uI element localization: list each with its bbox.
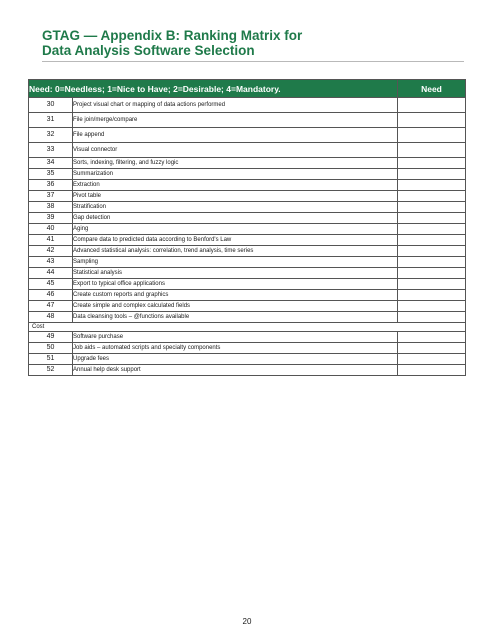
need-value-cell[interactable]: [398, 332, 466, 343]
row-number: 50: [29, 343, 73, 354]
need-value-cell[interactable]: [398, 143, 466, 158]
row-number: 35: [29, 169, 73, 180]
table-row: [29, 343, 466, 354]
table-row: [29, 354, 466, 365]
table-row: [29, 224, 466, 235]
need-value-cell[interactable]: [398, 169, 466, 180]
need-value-cell[interactable]: [398, 113, 466, 128]
table-row: [29, 257, 466, 268]
row-number: 32: [29, 128, 73, 143]
table-row: [29, 301, 466, 312]
row-number: 33: [29, 143, 73, 158]
feature-cell: Aging: [73, 224, 398, 235]
row-number: 37: [29, 191, 73, 202]
need-value-cell[interactable]: [398, 180, 466, 191]
feature-cell: Extraction: [73, 180, 398, 191]
table-row: [29, 290, 466, 301]
feature-cell: Visual connector: [73, 143, 398, 158]
feature-cell: Job aids – automated scripts and specialty components: [73, 343, 398, 354]
need-column-header: Need: [398, 80, 466, 98]
feature-cell: File join/merge/compare: [73, 113, 398, 128]
feature-cell: Sorts, indexing, filtering, and fuzzy logic: [73, 158, 398, 169]
table-row: [29, 113, 466, 128]
row-number: 30: [29, 98, 73, 113]
title-divider: [42, 61, 464, 62]
table-row: [29, 332, 466, 343]
table-row: [29, 180, 466, 191]
feature-cell: Data cleansing tools – @functions available: [73, 312, 398, 323]
row-number: 31: [29, 113, 73, 128]
feature-cell: Gap detection: [73, 213, 398, 224]
need-value-cell[interactable]: [398, 365, 466, 376]
feature-cell: Create simple and complex calculated fields: [73, 301, 398, 312]
row-number: 43: [29, 257, 73, 268]
table-row: [29, 143, 466, 158]
feature-cell: Pivot table: [73, 191, 398, 202]
need-value-cell[interactable]: [398, 343, 466, 354]
need-value-cell[interactable]: [398, 257, 466, 268]
ranking-matrix-table: [28, 79, 466, 376]
page-title: [42, 28, 462, 58]
feature-cell: Project visual chart or mapping of data actions performed: [73, 98, 398, 113]
page-number: 20: [242, 617, 252, 626]
table-row: [29, 365, 466, 376]
feature-cell: File append: [73, 128, 398, 143]
feature-cell: Compare data to predicted data according to Benford's Law: [73, 235, 398, 246]
feature-cell: Create custom reports and graphics: [73, 290, 398, 301]
row-number: 41: [29, 235, 73, 246]
page-title-line-1: GTAG — Appendix B: Ranking Matrix for: [42, 28, 303, 43]
feature-cell: Advanced statistical analysis: correlation, trend analysis, time series: [73, 246, 398, 257]
table-body: [29, 98, 466, 376]
row-number: 48: [29, 312, 73, 323]
row-number: 36: [29, 180, 73, 191]
page-title-line-2: Data Analysis Software Selection: [42, 43, 255, 58]
row-number: 39: [29, 213, 73, 224]
feature-cell: Export to typical office applications: [73, 279, 398, 290]
row-number: 42: [29, 246, 73, 257]
row-number: 44: [29, 268, 73, 279]
feature-cell: Software purchase: [73, 332, 398, 343]
row-number: 34: [29, 158, 73, 169]
feature-cell: Stratification: [73, 202, 398, 213]
need-value-cell[interactable]: [398, 268, 466, 279]
need-value-cell[interactable]: [398, 202, 466, 213]
table-row: [29, 202, 466, 213]
feature-cell: Annual help desk support: [73, 365, 398, 376]
row-number: 46: [29, 290, 73, 301]
table-row: [29, 128, 466, 143]
row-number: 49: [29, 332, 73, 343]
need-value-cell[interactable]: [398, 213, 466, 224]
need-value-cell[interactable]: [398, 235, 466, 246]
table-row: [29, 191, 466, 202]
need-value-cell[interactable]: [398, 279, 466, 290]
need-value-cell[interactable]: [398, 158, 466, 169]
table-header-row: [29, 80, 466, 98]
table-row: [29, 279, 466, 290]
table-row: [29, 235, 466, 246]
feature-cell: Statistical analysis: [73, 268, 398, 279]
table-row: [29, 268, 466, 279]
table-row: [29, 213, 466, 224]
need-scale-header: Need: 0=Needless; 1=Nice to Have; 2=Desirable; 4=Mandatory.: [29, 80, 398, 98]
row-number: 40: [29, 224, 73, 235]
need-value-cell[interactable]: [398, 312, 466, 323]
need-value-cell[interactable]: [398, 290, 466, 301]
table-row: [29, 158, 466, 169]
need-value-cell[interactable]: [398, 224, 466, 235]
section-label: Cost: [29, 323, 466, 332]
feature-cell: Upgrade fees: [73, 354, 398, 365]
row-number: 38: [29, 202, 73, 213]
table-row: [29, 246, 466, 257]
need-value-cell[interactable]: [398, 354, 466, 365]
need-value-cell[interactable]: [398, 301, 466, 312]
need-value-cell[interactable]: [398, 191, 466, 202]
table-row: [29, 312, 466, 323]
row-number: 47: [29, 301, 73, 312]
table-row: [29, 169, 466, 180]
need-value-cell[interactable]: [398, 98, 466, 113]
feature-cell: Sampling: [73, 257, 398, 268]
row-number: 45: [29, 279, 73, 290]
row-number: 52: [29, 365, 73, 376]
section-row-cost: [29, 323, 466, 332]
feature-cell: Summarization: [73, 169, 398, 180]
need-value-cell[interactable]: [398, 246, 466, 257]
table-row: [29, 98, 466, 113]
need-value-cell[interactable]: [398, 128, 466, 143]
row-number: 51: [29, 354, 73, 365]
